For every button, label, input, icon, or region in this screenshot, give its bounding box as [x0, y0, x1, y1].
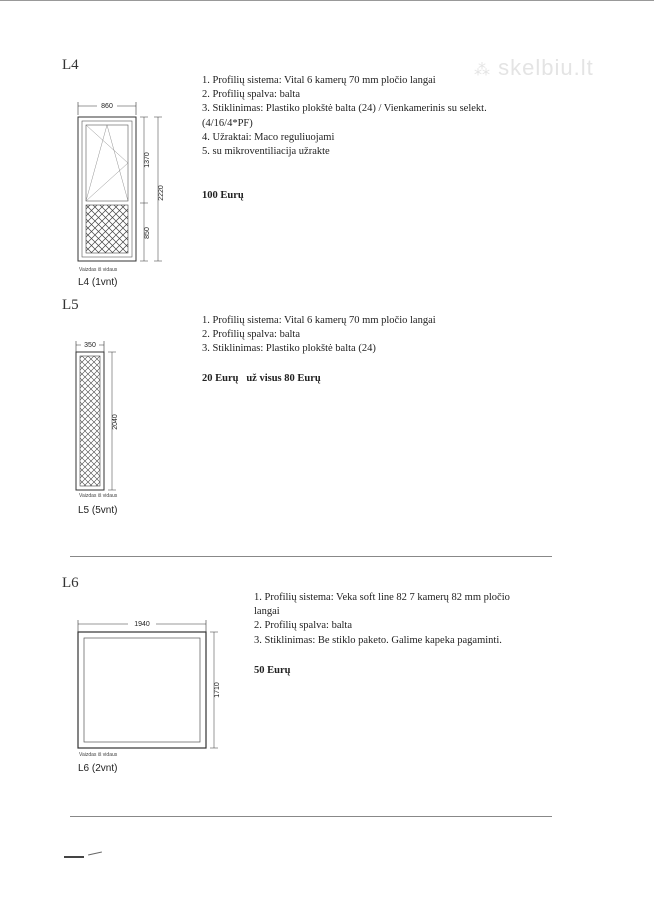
scan-top-edge	[0, 0, 654, 1]
spec-line: 1. Profilių sistema: Veka soft line 82 7 kamerų 82 mm pločio	[254, 592, 510, 603]
watermark-text: skelbiu.lt	[498, 55, 594, 80]
spec-list-l5	[202, 314, 436, 357]
watermark-icon: ⁂	[474, 62, 491, 79]
caption-l4: L4 (1vnt)	[78, 277, 118, 288]
door-drawing-l4	[60, 95, 170, 275]
dim-width-l6: 1940	[134, 621, 150, 628]
price-l6: 50 Eurų	[254, 665, 291, 676]
spec-line: 2. Profilių spalva: balta	[202, 329, 300, 341]
section-title-l4: L4	[62, 57, 79, 73]
scan-artifact	[64, 856, 84, 858]
dim-height-total-l5: 2040	[112, 414, 119, 430]
scan-artifact	[88, 852, 102, 856]
watermark	[474, 55, 594, 81]
spec-line: 3. Stiklinimas: Plastiko plokštė balta (24)	[202, 343, 376, 355]
panel-drawing-l5	[70, 338, 130, 498]
dim-width-l5: 350	[84, 342, 96, 349]
spec-line: 1. Profilių sistema: Vital 6 kamerų 70 mm pločio langai	[202, 75, 436, 86]
spec-list-l6	[254, 591, 510, 648]
divider	[70, 556, 552, 557]
dim-height-top-l4: 1370	[144, 152, 151, 168]
view-label-l6: Vaizdas iš vidaus	[79, 752, 118, 758]
spec-line: 2. Profilių spalva: balta	[254, 620, 352, 632]
price-l4: 100 Eurų	[202, 190, 244, 201]
dim-height-bottom-l4: 850	[144, 227, 151, 239]
spec-line: (4/16/4*PF)	[202, 117, 253, 129]
spec-line: 3. Stiklinimas: Be stiklo paketo. Galime kapeka pagaminti.	[254, 634, 502, 646]
spec-line: 5. su mikroventiliacija užrakte	[202, 146, 330, 158]
dim-height-total-l6: 1710	[214, 682, 221, 698]
section-title-l6: L6	[62, 575, 79, 591]
caption-l5: L5 (5vnt)	[78, 505, 118, 516]
view-label-l4: Vaizdas iš vidaus	[79, 267, 118, 273]
spec-line: 3. Stiklinimas: Plastiko plokštė balta (24) / Vienkamerinis su selekt.	[202, 103, 487, 115]
spec-line: langai	[254, 606, 280, 618]
price-l5: 20 Eurų už visus 80 Eurų	[202, 373, 321, 384]
window-drawing-l6	[72, 616, 232, 756]
caption-l6: L6 (2vnt)	[78, 763, 118, 774]
dim-height-total-l4: 2220	[158, 185, 165, 201]
dim-width-l4: 860	[101, 103, 113, 110]
section-title-l5: L5	[62, 297, 79, 313]
bottom-rule	[70, 816, 552, 817]
spec-line: 1. Profilių sistema: Vital 6 kamerų 70 mm pločio langai	[202, 315, 436, 326]
spec-line: 4. Užraktai: Maco reguliuojami	[202, 131, 335, 143]
view-label-l5: Vaizdas iš vidaus	[79, 493, 118, 499]
spec-list-l4	[202, 74, 487, 159]
spec-line: 2. Profilių spalva: balta	[202, 89, 300, 101]
